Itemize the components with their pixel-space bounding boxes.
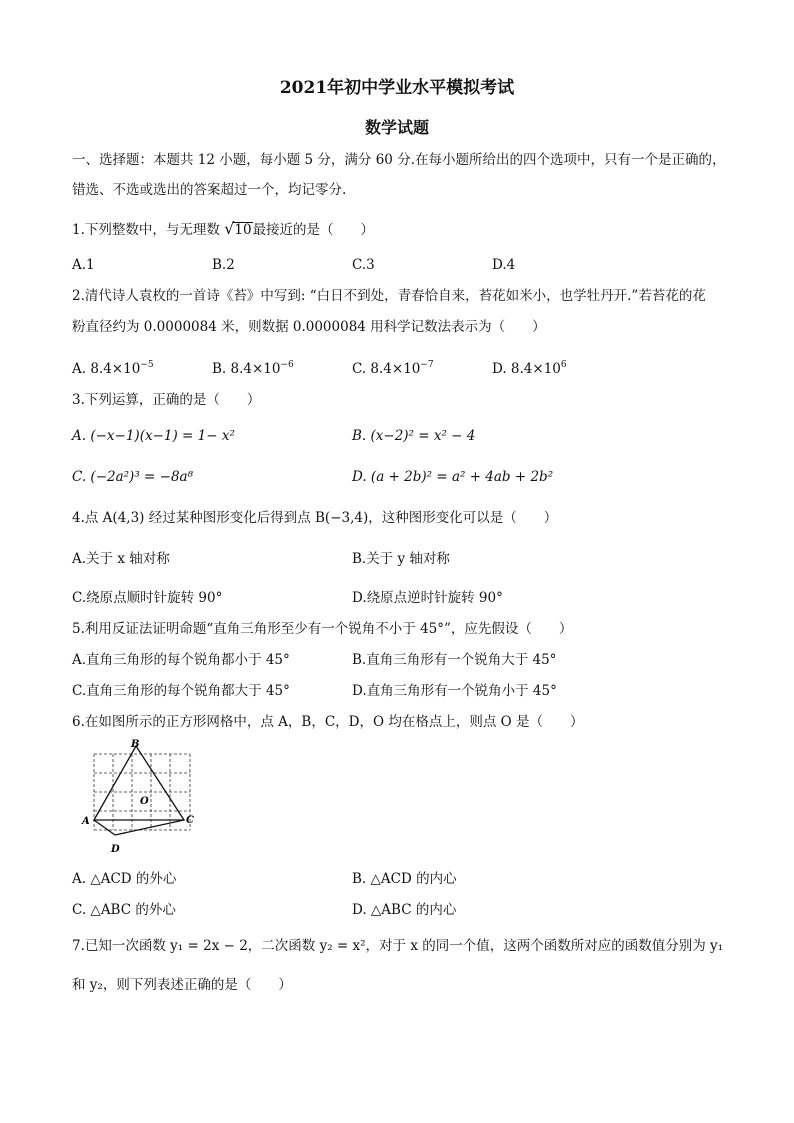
question-2-line1: 2.清代诗人袁枚的一首诗《苔》中写到: “白日不到处，青春恰自来，苔花如米小，也学牡丹开.”若苔花的花	[72, 288, 706, 304]
q6-label-a: A	[82, 816, 90, 827]
q2-option-c	[352, 356, 434, 378]
q1-option-c: C.3	[352, 257, 375, 273]
q5-option-c: C.直角三角形的每个锐角都大于 45°	[72, 683, 290, 699]
question-6-stem: 6.在如图所示的正方形网格中，点 A，B，C，D，O 均在格点上，则点 O 是（ ）	[72, 714, 584, 730]
exam-title: 2021年初中学业水平模拟考试	[279, 78, 515, 98]
section-instructions-line1: 一、选择题：本题共 12 小题，每小题 5 分，满分 60 分.在每小题所给出的四个选项中，只有一个是正确的，	[72, 152, 726, 168]
q6-option-b: B. △ACD 的内心	[352, 871, 457, 887]
question-1-stem	[72, 220, 374, 239]
q6-label-b: B	[131, 739, 140, 750]
q4-option-d: D.绕原点逆时针旋转 90°	[352, 590, 503, 606]
question-4-stem: 4.点 A(4,3) 经过某种图形变化后得到点 B(−3,4)，这种图形变化可以是（ ）	[72, 510, 558, 526]
q2-option-a-exp: −5	[140, 360, 154, 370]
q6-label-d: D	[111, 844, 120, 855]
q1-radicand: 10	[234, 222, 252, 238]
q3-option-c: C. (−2a²)³ = −8a⁸	[72, 469, 193, 485]
q1-option-b: B.2	[212, 257, 235, 273]
sqrt-icon: √	[224, 219, 235, 238]
q3-option-d: D. (a + 2b)² = a² + 4ab + 2b²	[352, 469, 554, 485]
question-7-line2: 和 y₂，则下列表述正确的是（ ）	[72, 977, 292, 993]
q2-option-d-exp: 6	[560, 360, 567, 370]
question-2-line2: 粉直径约为 0.0000084 米，则数据 0.0000084 用科学记数法表示为（ ）	[72, 319, 546, 335]
q2-option-b-exp: −6	[280, 360, 294, 370]
q6-label-o: O	[140, 796, 149, 807]
q2-option-b-base: B. 8.4×10	[212, 361, 281, 377]
q1-option-d: D.4	[492, 257, 516, 273]
exam-subtitle: 数学试题	[364, 118, 429, 137]
q6-label-c: C	[186, 815, 194, 826]
q6-option-d: D. △ABC 的内心	[352, 902, 457, 918]
question-3-stem: 3.下列运算，正确的是（ ）	[72, 392, 261, 408]
q2-option-a-base: A. 8.4×10	[72, 361, 141, 377]
q3-option-a: A. (−x−1)(x−1) = 1− x²	[72, 428, 235, 444]
q2-option-c-exp: −7	[420, 360, 434, 370]
q6-option-a: A. △ACD 的外心	[72, 871, 177, 887]
q5-option-b: B.直角三角形有一个锐角大于 45°	[352, 652, 557, 668]
q1-stem-post: 最接近的是（ ）	[252, 222, 375, 238]
q4-option-b: B.关于 y 轴对称	[352, 551, 450, 567]
question-5-stem: 5.利用反证法证明命题“直角三角形至少有一个锐角不小于 45°”，应先假设（ ）	[72, 621, 573, 637]
q1-stem-pre: 1.下列整数中，与无理数	[72, 222, 225, 238]
q5-option-d: D.直角三角形有一个锐角小于 45°	[352, 683, 557, 699]
q1-option-a: A.1	[72, 257, 95, 273]
section-instructions-line2: 错选、不选或选出的答案超过一个，均记零分.	[72, 182, 347, 198]
q2-option-b	[212, 356, 294, 378]
q2-option-d-base: D. 8.4×10	[492, 361, 561, 377]
q2-option-a	[72, 356, 154, 378]
q4-option-c: C.绕原点顺时针旋转 90°	[72, 590, 223, 606]
q6-grid-figure	[78, 738, 198, 858]
q6-option-c: C. △ABC 的外心	[72, 902, 176, 918]
q5-option-a: A.直角三角形的每个锐角都小于 45°	[72, 652, 290, 668]
q2-option-d	[492, 356, 567, 378]
q3-option-b: B. (x−2)² = x² − 4	[352, 428, 476, 444]
q4-option-a: A.关于 x 轴对称	[72, 551, 170, 567]
question-7-line1: 7.已知一次函数 y₁ = 2x − 2，二次函数 y₂ = x²，对于 x 的同一个值，这两个函数所对应的函数值分别为 y₁	[72, 938, 724, 954]
q2-option-c-base: C. 8.4×10	[352, 361, 421, 377]
